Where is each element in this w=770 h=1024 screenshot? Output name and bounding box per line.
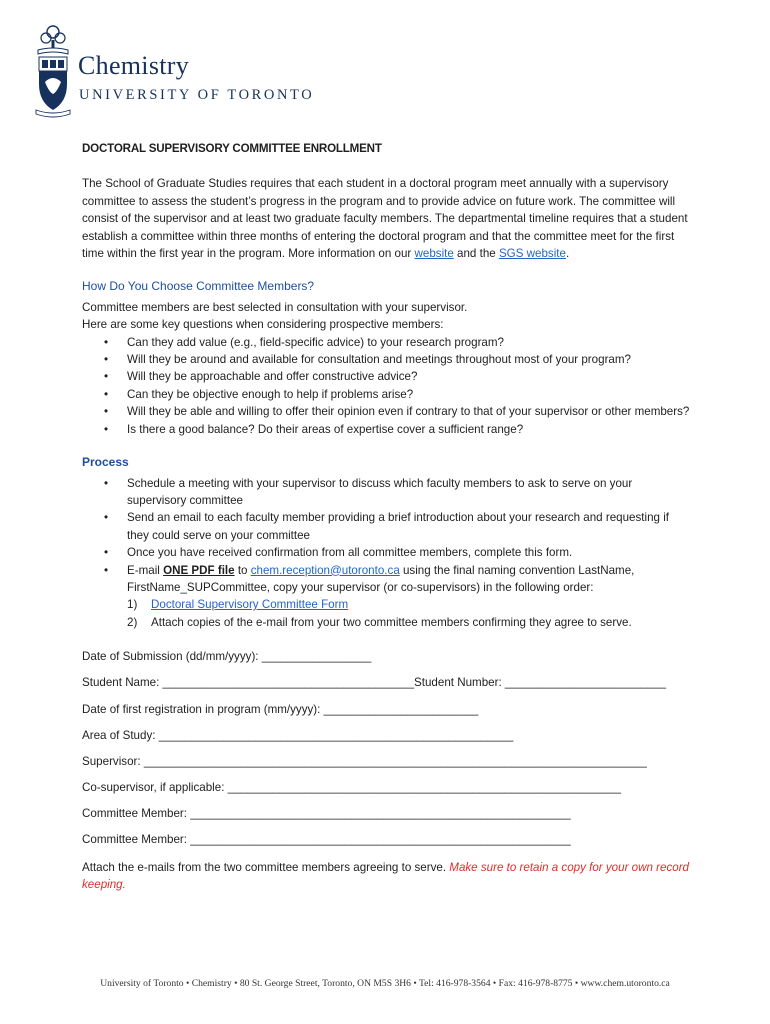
co-supervisor-field[interactable]: Co-supervisor, if applicable: _____________________________________________________________ xyxy=(82,781,621,795)
university-name: UNIVERSITY OF TORONTO xyxy=(79,87,315,103)
list-item xyxy=(127,596,694,613)
bullet-icon: • xyxy=(104,370,109,384)
list-item-text: Schedule a meeting with your supervisor to discuss which faculty members to ask to serve on your supervisory committee xyxy=(127,476,633,507)
sgs-website-link[interactable]: SGS website xyxy=(498,247,566,261)
attach-text: Attach the e-mails from the two committee members agreeing to serve. xyxy=(82,860,450,874)
bullet-icon: • xyxy=(104,335,109,349)
list-item-text: Can they be objective enough to help if problems arise? xyxy=(127,387,414,401)
header xyxy=(34,24,354,120)
process-heading: Process xyxy=(82,455,129,470)
submission-date-field[interactable]: Date of Submission (dd/mm/yyyy): _________________ xyxy=(82,650,372,664)
step-number: 2) xyxy=(127,615,138,629)
bullet-icon: • xyxy=(104,387,109,401)
bullet-icon: • xyxy=(104,546,109,560)
list-item xyxy=(127,614,694,631)
first-registration-field[interactable]: Date of first registration in program (mm/yyyy): ________________________ xyxy=(82,702,479,716)
list-item xyxy=(82,475,694,510)
department-name: Chemistry xyxy=(78,51,190,80)
process-list xyxy=(82,475,694,632)
committee-form-link[interactable]: Doctoral Supervisory Committee Form xyxy=(151,598,349,612)
bullet-icon: • xyxy=(104,476,109,490)
list-item xyxy=(82,334,694,351)
list-item xyxy=(82,351,694,368)
choose-paragraph-1: Committee members are best selected in consultation with your supervisor. xyxy=(82,300,468,314)
bullet-icon: • xyxy=(104,563,109,577)
attach-instructions xyxy=(82,859,694,894)
supervisor-field[interactable]: Supervisor: ______________________________________________________________________________ xyxy=(82,754,647,768)
list-item xyxy=(82,403,694,420)
area-of-study-field[interactable]: Area of Study: _______________________________________________________ xyxy=(82,728,514,742)
bullet-icon: • xyxy=(104,405,109,419)
list-item-text: Will they be able and willing to offer their opinion even if contrary to that of your supervisor or other members? xyxy=(127,405,690,419)
bullet-icon: • xyxy=(104,353,109,367)
website-link[interactable]: website xyxy=(414,247,454,261)
email-link[interactable]: chem.reception@utoronto.ca xyxy=(250,563,400,577)
choose-paragraph-2: Here are some key questions when considering prospective members: xyxy=(82,318,444,332)
list-item-text: Can they add value (e.g., field-specific advice) to your research program? xyxy=(127,335,504,349)
document-body xyxy=(82,140,694,893)
bullet-icon: • xyxy=(104,511,109,525)
bullet-icon: • xyxy=(104,422,109,436)
choose-questions-list xyxy=(82,334,694,438)
one-pdf-emphasis: ONE PDF file xyxy=(163,563,235,577)
student-number-field[interactable]: Student Number: _________________________ xyxy=(414,676,667,690)
student-field-row xyxy=(82,674,694,700)
record-keeping-warning: Make sure to retain a copy for your own record keeping. xyxy=(82,860,689,892)
step-text: Attach copies of the e-mail from your two committee members confirming they agree to serve. xyxy=(151,615,632,629)
list-item-text: Is there a good balance? Do their areas of expertise cover a sufficient range? xyxy=(127,422,524,436)
student-name-field[interactable]: Student Name: _______________________________________ xyxy=(82,676,415,690)
list-item-text: Will they be around and available for consultation and meetings throughout most of your program? xyxy=(127,353,631,367)
list-item xyxy=(82,562,694,632)
list-item xyxy=(82,421,694,438)
list-item xyxy=(82,386,694,403)
list-item xyxy=(82,544,694,561)
committee-member-2-field[interactable]: Committee Member: ___________________________________________________________ xyxy=(82,833,571,847)
email-prefix: E-mail xyxy=(127,563,164,577)
list-item-text: Once you have received confirmation from all committee members, complete this form. xyxy=(127,546,573,560)
attachment-order-list xyxy=(127,596,694,631)
committee-member-1-field[interactable]: Committee Member: ___________________________________________________________ xyxy=(82,807,571,821)
page-footer: University of Toronto • Chemistry • 80 St. George Street, Toronto, ON M5S 3H6 • Tel: 416-978-3564 • Fax: 416-978-8775 • www.chem.utoronto.ca xyxy=(100,978,670,989)
university-crest-icon xyxy=(34,24,72,118)
list-item-text: Send an email to each faculty member providing a brief introduction about your research and requesting if they could serve on your committee xyxy=(127,511,669,542)
intro-end: . xyxy=(565,247,570,261)
choose-heading: How Do You Choose Committee Members? xyxy=(82,279,315,294)
intro-text: The School of Graduate Studies requires that each student in a doctoral program meet annually with a supervisory committee to assess the student’s progress in the program and to provide advice on future work. The committee will consist of the supervisor and at least two graduate faculty members. The departmental timeline requires that a student establish a committee within three months of entering the doctoral program and that the committee meet for the first time within the first year in the program. More information on our xyxy=(82,177,688,261)
list-item xyxy=(82,509,694,544)
email-instructions: using the final naming convention LastName, FirstName_SUPCommittee, copy your supervisor (or co-supervisors) in the following order: xyxy=(127,563,635,594)
intro-mid: and the xyxy=(453,247,499,261)
step-number: 1) xyxy=(127,598,138,612)
form-fields xyxy=(82,648,694,858)
email-to: to xyxy=(234,563,251,577)
intro-paragraph xyxy=(82,175,694,262)
list-item xyxy=(82,368,694,385)
page-title: DOCTORAL SUPERVISORY COMMITTEE ENROLLMENT xyxy=(82,142,382,155)
list-item-text: Will they be approachable and offer constructive advice? xyxy=(127,370,418,384)
